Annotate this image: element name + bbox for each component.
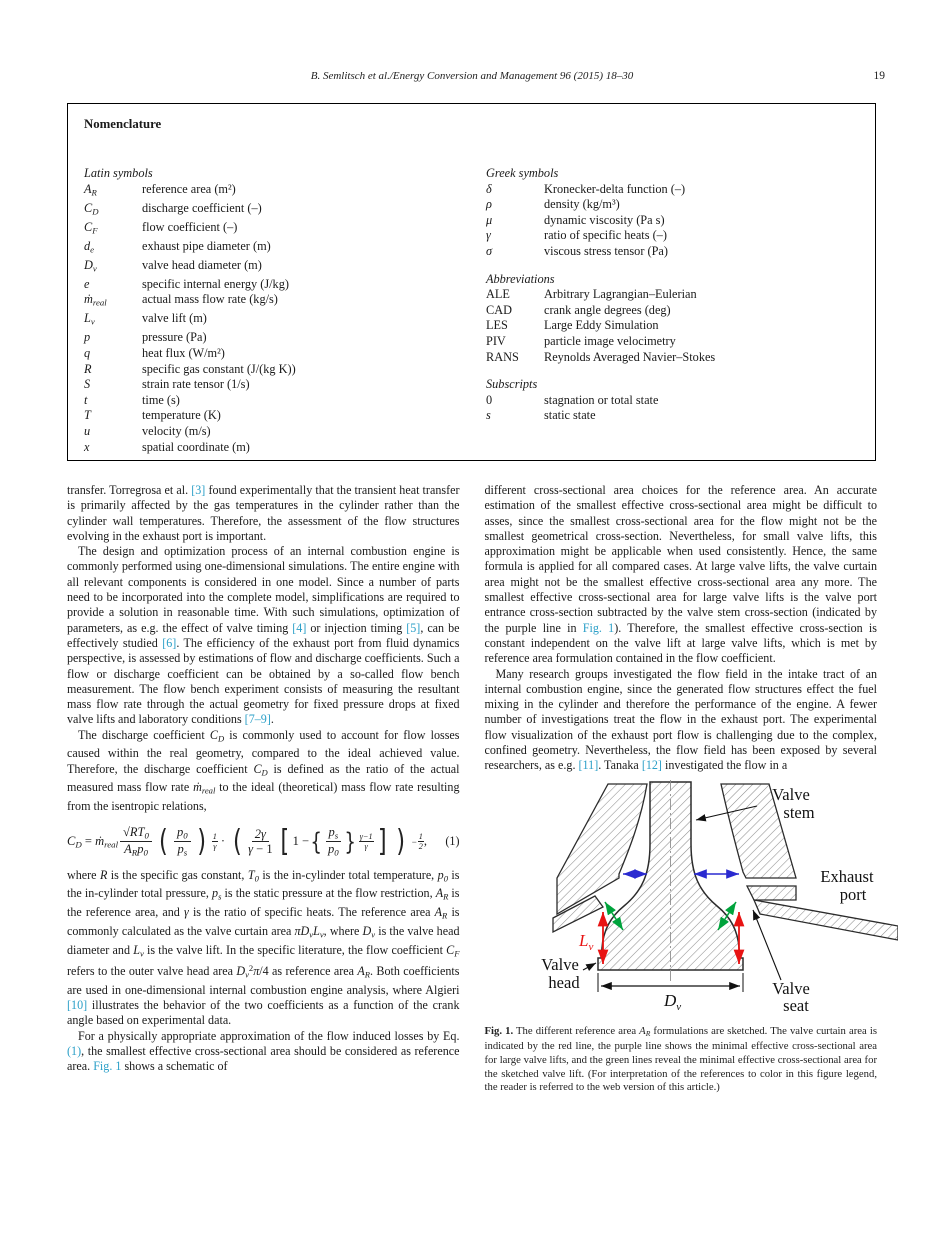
valve-seat-label: Valve [771, 978, 810, 998]
paragraph: For a physically appropriate approximation of the flow induced losses by Eq. (1), the smallest effective cross-sectional area should be considered as reference area. Fig. 1 shows a schematic of [67, 1028, 460, 1074]
equation-1 [67, 825, 460, 857]
nomen-row: γ ratio of specific heats (–) [486, 228, 667, 243]
valve-stem-label: Valve [771, 784, 810, 804]
nomen-row: s static state [486, 408, 596, 423]
valve-seat-pointer [753, 910, 781, 980]
body-columns [67, 483, 877, 1095]
nomen-row: x spatial coordinate (m) [84, 439, 250, 454]
nomen-row: CF flow coefficient (–) [84, 219, 238, 236]
citation-link[interactable]: [6] [162, 635, 177, 650]
exponent: 1 γ [212, 831, 217, 852]
figure-caption: Fig. 1. The different reference area AR formulations are sketched. The valve curtain area is indicated by the red line, the purple line shows the minimal effective cross-sectional area for large valve lifts, and the green lines reveal the minimal effective cross-sectional area for the sketched valve lift. (For interpretation of the references to color in this figure legend, the reader is referred to the web version of this article.) [484, 1024, 877, 1094]
nomen-row: ṁreal actual mass flow rate (kg/s) [84, 292, 278, 308]
paragraph: The design and optimization process of an internal combustion engine is commonly performed using one-dimensional simulations. The entire engine with all relevant components is considered in one model. Since a number of parts need to be incorporated into the complete model, simplifications are required to provide a solution in reasonable time. With such simulations, optimization of parameters, as e.g. the effect of valve timing [4] or injection timing [5], can be effectively studied [6]. The efficiency of the exhaust port from fluid dynamics perspective, is assessed by estimations of flow and discharge coefficients. Such a flow or discharge coefficient can be obtained by a so-called flow bench measurement. The flow bench experiment consists of measuring the resultant mass flow rate through the actual geometry for fixed pressure drops at fixed valve lifts and laboratory conditions [7–9]. [67, 544, 460, 727]
nomen-row: AR reference area (m²) [84, 181, 236, 198]
fraction: $\frac{p0}{ps}$ [174, 825, 191, 857]
nomenclature-box [67, 103, 876, 461]
paragraph: The discharge coefficient CD is commonly used to account for flow losses caused within the real geometry, compared to the ideal achieved value. Therefore, the discharge coefficient CD is defined as the ratio of the actual measured mass flow rate ṁreal to the ideal (theoretical) mass flow rate resulting from the isentropic relations, [67, 727, 460, 814]
valve-head-pointer [583, 963, 596, 970]
fraction: $\frac{ps}{p0}$ [326, 825, 342, 857]
paragraph: Many research groups investigated the flow field in the intake tract of an internal combustion engine, since the generated flow structures effect the fuel mixing in the cylinder and therefore the performance of the engine. A fewer number of investigations treat the flow in the exhaust port. The experimental flow visualization of the exhaust port flow is challenging due to the complex, confined geometry. Nevertheless, the flow field has been exposed by several researchers, as e.g. [11]. Tanaka [12] investigated the flow in a [484, 666, 877, 773]
citation-link[interactable]: (1) [67, 1043, 82, 1058]
exponent: $\frac{1}{2}$ [418, 831, 423, 852]
valve-seat-label: seat [782, 995, 809, 1012]
nomenclature-title: Nomenclature [84, 117, 162, 131]
nomen-row: q heat flux (W/m²) [84, 346, 225, 360]
nomen-row: 0 stagnation or total state [486, 392, 659, 407]
exponent: γ−1 γ [359, 831, 373, 852]
nomenclature-latin-column [84, 166, 474, 455]
nomen-row: Lv valve lift (m) [84, 311, 207, 327]
citation-link[interactable]: [5] [406, 620, 421, 635]
citation-link[interactable]: [12] [641, 758, 662, 773]
valve-lift-label: $L_v$ [578, 930, 593, 953]
exhaust-port-label: Exhaust [819, 866, 874, 886]
greek-symbols-heading: Greek symbols [486, 166, 559, 180]
nomen-row: PIV particle image velocimetry [486, 333, 676, 348]
valve-head-label: Valve [540, 954, 579, 974]
equation-number: (1) [445, 834, 460, 849]
nomen-row: LES Large Eddy Simulation [486, 318, 659, 333]
nomen-row: e specific internal energy (J/kg) [84, 276, 289, 291]
nomen-row: Dv valve head diameter (m) [84, 257, 262, 274]
nomen-row: R specific gas constant (J/(kg K)) [84, 361, 296, 376]
nomen-row: CAD crank angle degrees (deg) [486, 302, 671, 317]
nomen-row: σ viscous stress tensor (Pa) [486, 243, 668, 258]
valve-diameter-label: $D_v$ [663, 990, 681, 1012]
nomen-row: μ dynamic viscosity (Pa s) [486, 212, 665, 227]
citation-link[interactable]: [3] [191, 483, 206, 497]
fraction: $\frac{2\gamma}{\gamma - 1}$ [248, 826, 273, 857]
nomen-row: ρ density (kg/m³) [486, 197, 620, 212]
nomen-row: RANS Reynolds Averaged Navier–Stokes [486, 349, 716, 364]
nomenclature-right-column [486, 166, 861, 424]
figure-1 [485, 780, 878, 1095]
right-valve-seat-step [747, 886, 796, 900]
citation-link[interactable]: [7–9] [244, 712, 271, 727]
nomen-row: p pressure (Pa) [84, 330, 207, 345]
citation-link[interactable]: [4] [292, 620, 307, 635]
valve-stem-label: stem [782, 802, 815, 822]
paragraph: transfer. Torregrosa et al. [3] found experimentally that the transient heat transfer is primarily affected by the gas temperatures in the cylinder rather than the cylinder wall temperatures. Therefore, the assessment of the flow structures evolving in the exhaust port is important. [67, 483, 460, 543]
nomen-row: ALE Arbitrary Lagrangian–Eulerian [486, 287, 697, 302]
citation-link[interactable]: Fig. 1 [93, 1059, 122, 1074]
valve-head-label: head [547, 972, 580, 992]
nomen-row: u velocity (m/s) [84, 423, 211, 438]
paragraph: where R is the specific gas constant, T0 is the in-cylinder total temperature, p0 is the in-cylinder total pressure, ps is the static pressure at the flow restriction, AR is the reference area, and γ is the ratio of specific heats. The reference area AR is commonly calculated as the valve curtain area πDvLv, where Dv is the valve head diameter and Lv is the valve lift. In the specific literature, the flow coefficient CF refers to the outer valve head area Dv$^2$π/4 as reference area AR. Both coefficients are used in one-dimensional internal combustion engine analysis, where Algieri [10] illustrates the behavior of the two coefficients as a function of the crank angle based on experimental data. [67, 867, 460, 1028]
nomen-row: CD discharge coefficient (–) [84, 200, 262, 217]
nomen-row: t time (s) [84, 392, 180, 407]
citation-link[interactable]: Fig. 1 [582, 620, 615, 635]
running-title: B. Semlitsch et al./Energy Conversion and Management 96 (2015) 18–30 [310, 70, 634, 82]
latin-symbols-heading: Latin symbols [84, 166, 153, 180]
paragraph: different cross-sectional area choices for the reference area. An accurate estimation of the smallest effective cross-sectional area might be difficult to asses, since the smallest cross-sectional area for the flow might not be the smallest geometrical cross-section. Nevertheless, for small valve lifts, this approximation might be applicable when used consistently. Hence, the same formula is applied for all compared cases. At large valve lifts, the valve curtain area might not be the smallest effective cross-sectional area any more. The smallest effective cross-sectional area for large valve lifts is the valve port entrance cross-section subtracted by the valve stem cross-section (indicated by the purple line in Fig. 1). Therefore, the smallest effective cross-section is constant independent on the valve lift at large valve lifts, which is met by reference area formulation contained in the flow coefficient. [484, 483, 877, 666]
fraction: $\frac{√RT0}{\text{ARp0}}$ [120, 825, 152, 857]
nomen-row: de exhaust pipe diameter (m) [84, 238, 271, 255]
equation-body: CD = ṁreal $\frac{√RT0}{\text{ARp0}}$ ( $\frac{p0}{ps}$ ) 1 γ · ( $\frac{2\gamma}{\gamma - 1}$ [ 1 − { $\frac{ps}{p0}$ } γ−1 γ ] ) − $\frac{1}{2}$ , [67, 823, 427, 859]
left-column [67, 483, 460, 1095]
nomen-row: S strain rate tensor (1/s) [84, 377, 250, 392]
citation-link[interactable]: [10] [67, 998, 88, 1013]
valve-schematic-svg [533, 780, 898, 1012]
nomen-row: T temperature (K) [84, 408, 221, 423]
valve-schematic [533, 780, 878, 1017]
citation-link[interactable]: [11] [578, 758, 599, 773]
nomen-row: δ Kronecker-delta function (–) [486, 181, 686, 196]
abbreviations-heading: Abbreviations [486, 271, 555, 286]
right-column [485, 483, 878, 1095]
page-number: 19 [873, 70, 885, 82]
exhaust-port-label: port [839, 884, 866, 904]
left-port-wall [557, 784, 647, 914]
right-wall-lower-band [754, 900, 898, 940]
subscripts-heading: Subscripts [486, 377, 538, 392]
